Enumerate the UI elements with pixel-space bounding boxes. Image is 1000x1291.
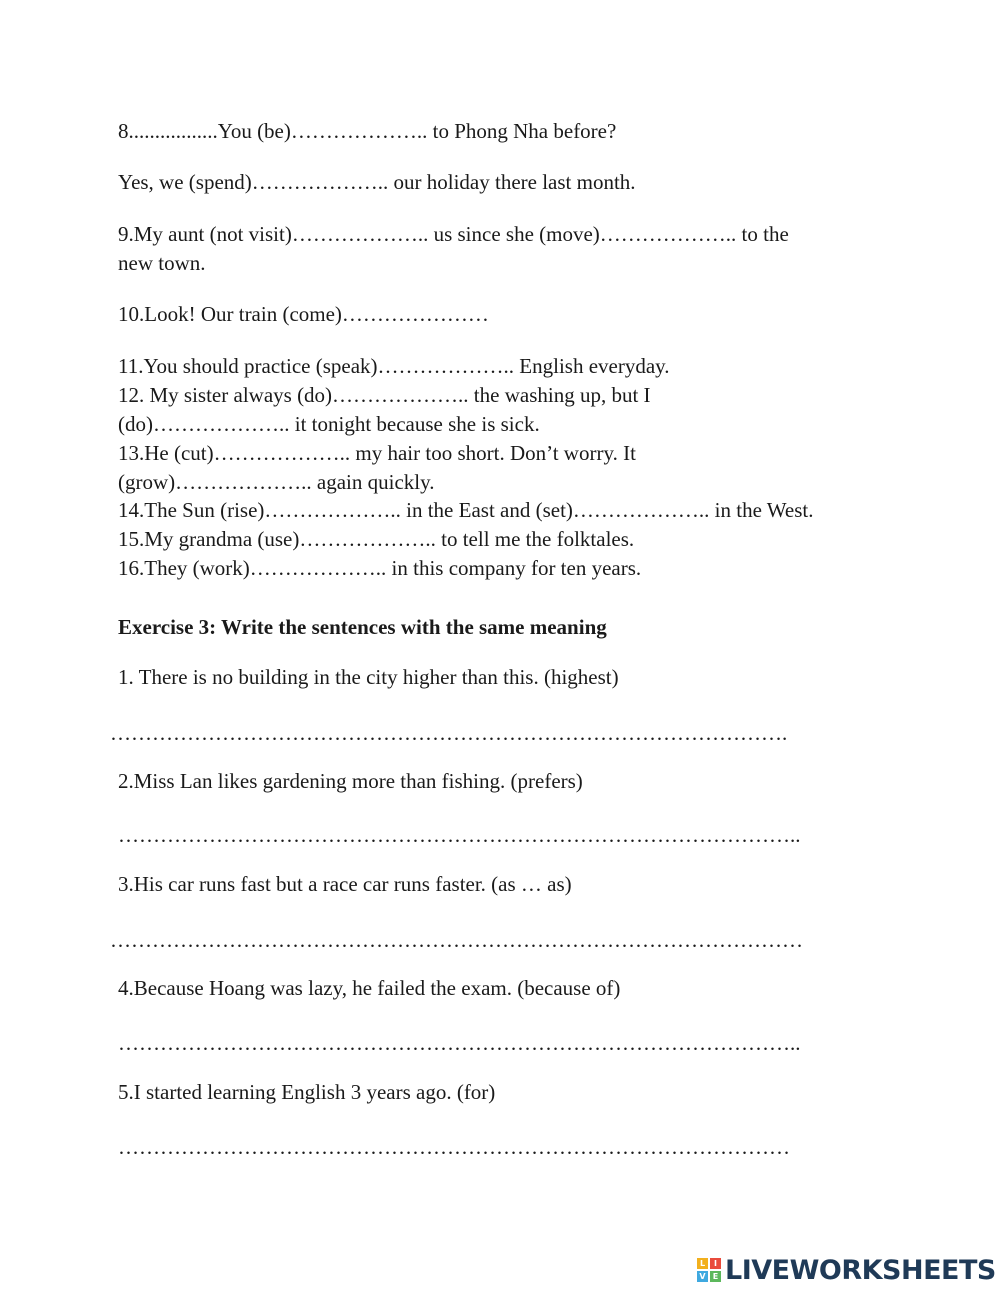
logo-tile-v: V [697,1271,708,1282]
exercise3-heading: Exercise 3: Write the sentences with the same meaning [118,615,607,639]
exercise2-line-11: 11.You should practice (speak)……………….. English everyday. [118,354,670,378]
logo-tile-e: E [710,1271,721,1282]
exercise2-line-9-cont: new town. [118,251,206,275]
exercise2-line-15: 15.My grandma (use)……………….. to tell me the folktales. [118,527,635,551]
exercise3-answer-line-3[interactable]: ……………………………………………………………………………………… [110,928,803,952]
exercise3-question-2: 2.Miss Lan likes gardening more than fishing. (prefers) [118,769,583,793]
exercise3-question-1: 1. There is no building in the city higher than this. (highest) [118,665,619,689]
exercise3-answer-line-5[interactable]: …………………………………………………………………………………… [118,1135,790,1159]
exercise2-line-12-cont: (do)……………….. it tonight because she is sick. [118,412,540,436]
logo-tile-l: L [697,1258,708,1269]
exercise3-answer-line-2[interactable]: …………………………………………………………………………………….. [118,823,801,847]
exercise3-answer-line-4[interactable]: …………………………………………………………………………………….. [118,1031,801,1055]
exercise2-line-8: 8.................You (be)……………….. to Phong Nha before? [118,119,617,143]
liveworksheets-logo [697,1253,996,1287]
liveworksheets-wordmark: LIVEWORKSHEETS [725,1254,996,1286]
liveworksheets-mark-icon [697,1258,721,1282]
exercise2-line-8-answer: Yes, we (spend)……………….. our holiday there last month. [118,170,636,194]
exercise2-line-12: 12. My sister always (do)……………….. the washing up, but I [118,383,651,407]
exercise3-question-5: 5.I started learning English 3 years ago. (for) [118,1080,496,1104]
exercise2-line-14: 14.The Sun (rise)……………….. in the East and (set)……………….. in the West. [118,498,814,522]
logo-tile-i: I [710,1258,721,1269]
exercise2-line-16: 16.They (work)……………….. in this company for ten years. [118,556,642,580]
exercise2-line-13: 13.He (cut)……………….. my hair too short. Don’t worry. It [118,441,636,465]
exercise2-line-10: 10.Look! Our train (come)………………… [118,302,489,326]
exercise3-question-4: 4.Because Hoang was lazy, he failed the exam. (because of) [118,976,621,1000]
exercise2-line-9: 9.My aunt (not visit)……………….. us since she (move)……………….. to the [118,222,789,246]
exercise3-answer-line-1[interactable]: ……………………………………………………………………………………. [110,721,788,745]
exercise3-question-3: 3.His car runs fast but a race car runs faster. (as … as) [118,872,572,896]
exercise2-line-13-cont: (grow)……………….. again quickly. [118,470,435,494]
